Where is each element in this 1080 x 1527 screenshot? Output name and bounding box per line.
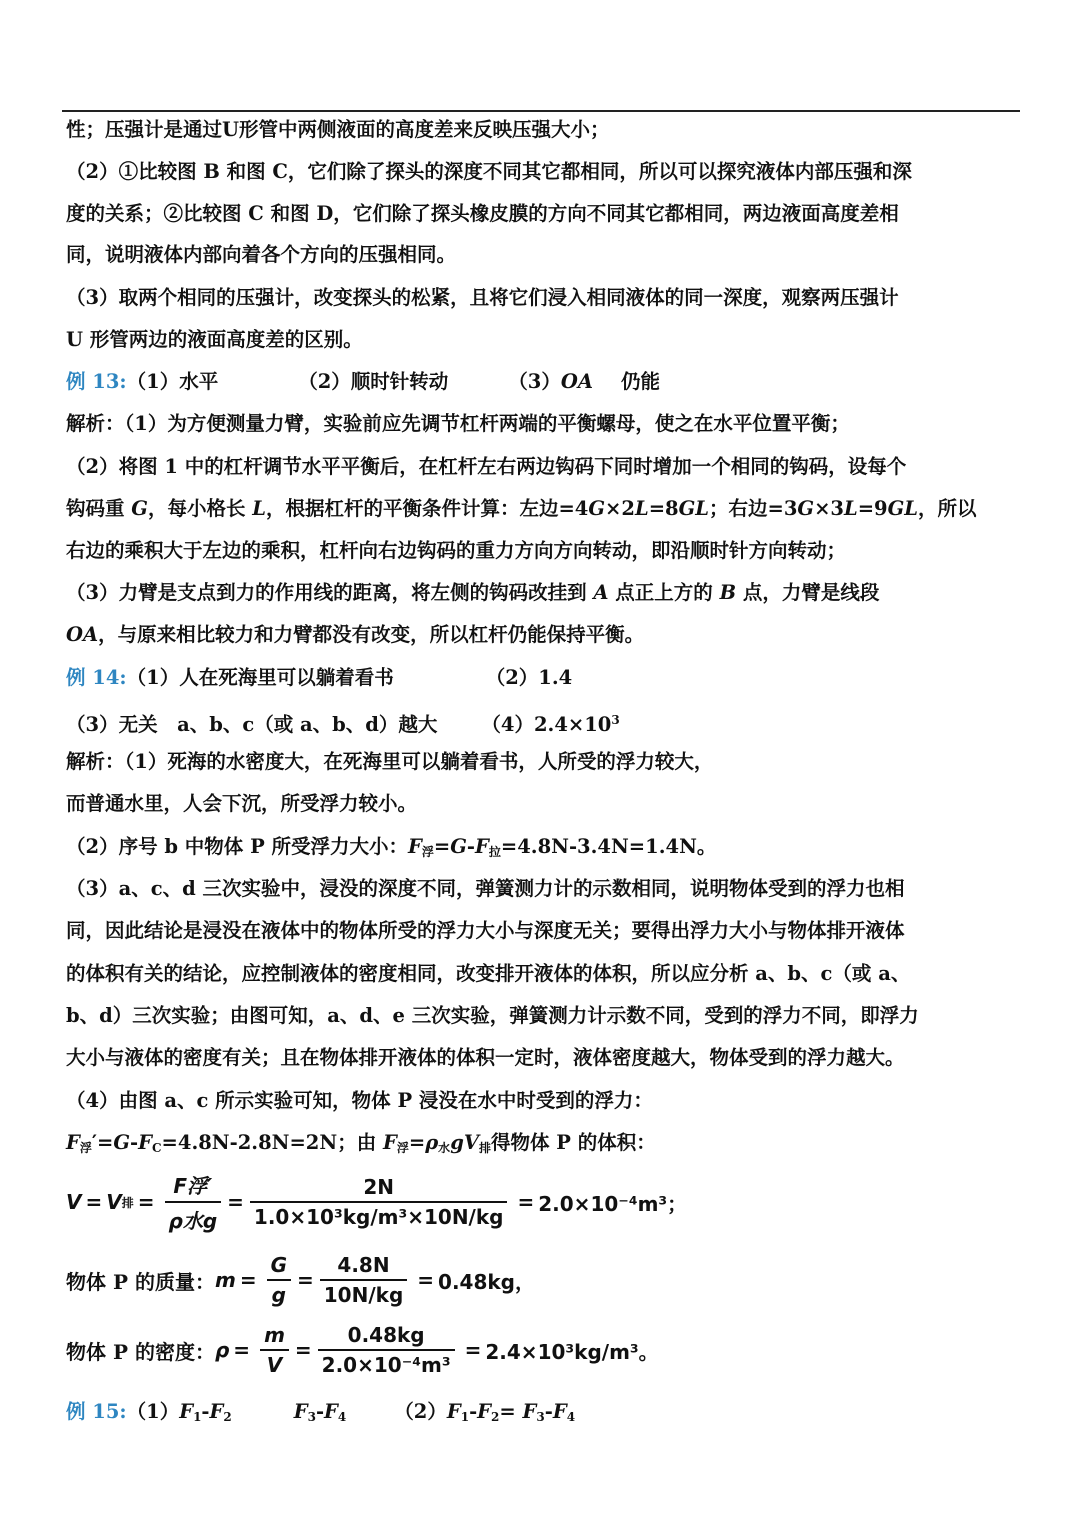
fraction: $\frac{G}{g}$ — [267, 1253, 291, 1307]
text-line: （3）取两个相同的压强计，改变探头的松紧，且将它们浸入相同液体的同一深度，观察两压强计 — [66, 286, 899, 309]
text-line: 同，因此结论是浸没在液体中的物体所受的浮力大小与深度无关；要得出浮力大小与物体排开液体 — [66, 919, 905, 942]
volume-equation: V = V 排 = $\frac{\text{F浮′}}{\text{ρ水g}}$ = $\frac{2N}{\text{1.0×10³kg/m³×10N/kg}}$ = 2.0×10⁻⁴m³； — [66, 1172, 687, 1232]
text-line: （3）a、c、d 三次实验中，浸没的深度不同，弹簧测力计的示数相同，说明物体受到的浮力也相 — [66, 877, 905, 900]
text-line: 性；压强计是通过U形管中两侧液面的高度差来反映压强大小； — [66, 118, 610, 141]
fraction: $\frac{0.48kg}{\text{2.0×10⁻⁴m³}}$ — [318, 1323, 455, 1377]
answer-2: （2）顺时针转动 — [298, 370, 449, 393]
text-line: （3）无关 a、b、c（或 a、b、d）越大 $(4)2.4\times 10^3$ — [66, 713, 620, 736]
answer-1: （1）人在死海里可以躺着看书 — [126, 666, 394, 689]
example-label: 例 13: — [66, 370, 127, 393]
answer-3-symbol: OA — [560, 370, 593, 393]
text-line: （2）将图 1 中的杠杆调节水平平衡后，在杠杆左右两边钩码下同时增加一个相同的钩码，设每个 — [66, 455, 907, 478]
text-line: 度的关系；②比较图 C 和图 D，它们除了探头橡皮膜的方向不同其它都相同，两边液面高度差相 — [66, 202, 899, 225]
text-line: 钩码重 G，每小格长 L，根据杠杆的平衡条件计算：左边=4G×2L=8GL；右边=3G×3L=9GL，所以 — [66, 497, 977, 520]
density-equation: 物体 P 的密度： ρ = $\frac{m}{V}$ = $\frac{0.48kg}{\text{2.0×10⁻⁴m³}}$ = 2.4×10³kg/m³。 — [66, 1323, 659, 1377]
fraction: $\frac{4.8N}{10N/kg}$ — [320, 1253, 408, 1307]
text-line: 同，说明液体内部向着各个方向的压强相同。 — [66, 243, 457, 266]
fraction: $\frac{m}{V}$ — [260, 1323, 289, 1377]
text-line: 右边的乘积大于左边的乘积，杠杆向右边钩码的重力方向方向转动，即沿顺时针方向转动； — [66, 539, 847, 562]
text-line: 的体积有关的结论，应控制液体的密度相同，改变排开液体的体积，所以应分析 a、b、c（或 a、 — [66, 962, 911, 985]
example-label: 例 14: — [66, 666, 127, 689]
answer-3: （3） — [508, 370, 561, 393]
example-14-answer — [66, 664, 572, 692]
example-15-answer: 例 $15:(1)F_1-F_2$ $F_3-F_4$ $(2)F_1-F_2= F_3-F_4$ — [66, 1400, 576, 1424]
text-line: 解析：（1）为方便测量力臂，实验前应先调节杠杆两端的平衡螺母，使之在水平位置平衡； — [66, 412, 850, 435]
text-line: （4）由图 a、c 所示实验可知，物体 P 浸没在水中时受到的浮力： — [66, 1089, 653, 1112]
text-line: 大小与液体的密度有关；且在物体排开液体的体积一定时，液体密度越大，物体受到的浮力越大。 — [66, 1046, 905, 1069]
text-line: U 形管两边的液面高度差的区别。 — [66, 328, 363, 351]
fraction: $\frac{2N}{\text{1.0×10³kg/m³×10N/kg}}$ — [250, 1175, 508, 1229]
text-line: $F_浮'=G-F_C=4.8N-2.8N=2N$；由 $F_浮=\rho_水gV_排$得物体 P 的体积： — [66, 1131, 656, 1155]
example-13-answer — [66, 368, 660, 396]
text-line: （2）①比较图 B 和图 C，它们除了探头的深度不同其它都相同，所以可以探究液体内部压强和深 — [66, 160, 912, 183]
text-line: b、d）三次实验；由图可知，a、d、e 三次实验，弹簧测力计示数不同，受到的浮力不同，即浮力 — [66, 1004, 919, 1027]
answer-2: （2）1.4 — [485, 666, 573, 689]
example-label: 例 15: — [66, 1400, 127, 1423]
text-line: （2）序号 b 中物体 P 所受浮力大小：$F_浮=G-F_拉=4.8N-3.4N=1.4N$。 — [66, 835, 717, 859]
answer-3-text: 仍能 — [620, 370, 660, 393]
fraction: $\frac{\text{F浮′}}{\text{ρ水g}}$ — [165, 1170, 222, 1234]
mass-equation: 物体 P 的质量： m = $\frac{G}{g}$ = $\frac{4.8N}{10N/kg}$ = 0.48kg， — [66, 1253, 535, 1307]
answer-1: （1）水平 — [126, 370, 219, 393]
text-line: 解析：（1）死海的水密度大，在死海里可以躺着看书，人所受的浮力较大， — [66, 750, 714, 773]
text-line: 而普通水里，人会下沉，所受浮力较小。 — [66, 792, 418, 815]
header-rule — [62, 110, 1020, 112]
text-line: OA，与原来相比较力和力臂都没有改变，所以杠杆仍能保持平衡。 — [66, 623, 645, 646]
text-line: （3）力臂是支点到力的作用线的距离，将左侧的钩码改挂到 A 点正上方的 B 点，力臂是线段 — [66, 581, 880, 604]
